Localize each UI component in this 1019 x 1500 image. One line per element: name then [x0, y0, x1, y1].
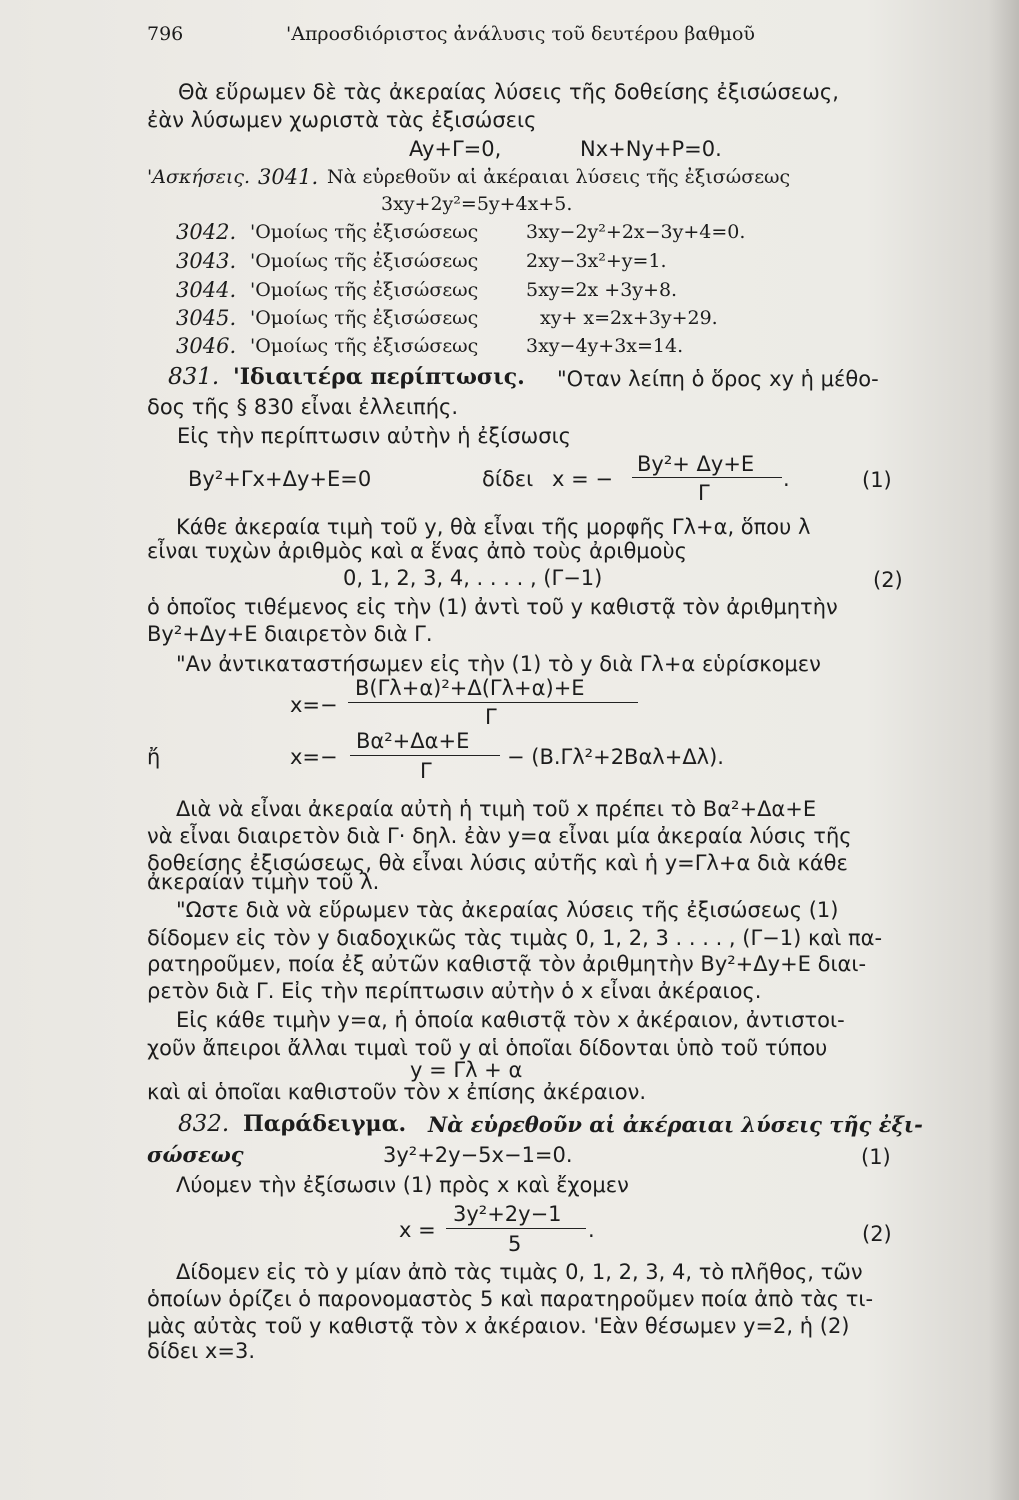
exercise-equation: 3xy−4y+3x=14.	[526, 335, 684, 357]
equation-period: .	[783, 467, 790, 491]
equation-x: x = −	[552, 467, 613, 491]
intro-line-1: Θὰ εὕρωμεν δὲ τὰς ἀκεραίας λύσεις τῆς δοθείσης ἐξισώσεως,	[178, 80, 839, 104]
exercise-equation: 5xy=2x +3y+8.	[526, 279, 678, 301]
paragraph-line: Διὰ νὰ εἶναι ἀκεραία αὐτὴ ἡ τιμὴ τοῦ x πρέπει τὸ Bα²+Δα+E	[176, 797, 817, 821]
fraction-denominator: 5	[508, 1232, 522, 1256]
paragraph-line: Δίδομεν εἰς τὸ y μίαν ἀπὸ τὰς τιμὰς 0, 1, 2, 3, 4, τὸ πλῆθος, τῶν	[176, 1260, 863, 1284]
exercise-number: 3043.	[176, 249, 237, 273]
section-title: 'Ιδιαιτέρα περίπτωσις.	[233, 364, 525, 390]
exercise-text: 'Ομοίως τῆς ἐξισώσεως	[250, 250, 479, 272]
fraction-denominator: Γ	[698, 481, 710, 505]
equation-tag: (2)	[873, 568, 903, 592]
exercise-text: 'Ομοίως τῆς ἐξισώσεως	[250, 221, 479, 243]
exercise-number: 3041.	[258, 165, 319, 189]
exercise-equation: xy+ x=2x+3y+29.	[540, 307, 718, 329]
example-task: Νὰ εὑρεθοῦν αἱ ἀκέραιαι λύσεις τῆς ἐξι-	[428, 1112, 923, 1137]
paragraph-line: ὁποίων ὁρίζει ὁ παρονομαστὸς 5 καὶ παρατηροῦμεν ποία ἀπὸ τὰς τι-	[147, 1287, 874, 1311]
fraction-bar	[350, 755, 500, 756]
formula: y = Γλ + α	[410, 1058, 523, 1082]
paragraph-line: δίδει x=3.	[147, 1339, 255, 1363]
paragraph-line: Εἰς τὴν περίπτωσιν αὐτὴν ἡ ἐξίσωσις	[177, 424, 571, 448]
fraction-numerator: By²+ Δy+E	[637, 452, 755, 476]
equation: 3y²+2y−5x−1=0.	[383, 1143, 573, 1167]
equation-x: x=−	[290, 693, 338, 717]
equation-rest: − (B.Γλ²+2Bαλ+Δλ).	[507, 745, 724, 769]
paragraph-line: δοθείσης ἐξισώσεως, θὰ εἶναι λύσις αὐτῆς καὶ ἡ y=Γλ+α διὰ κάθε	[147, 851, 848, 875]
equation-tag: (2)	[862, 1222, 892, 1246]
exercise-number: 3045.	[176, 306, 237, 330]
section-number: 832.	[178, 1111, 230, 1137]
paragraph-line: Κάθε ἀκεραία τιμὴ τοῦ y, θὰ εἶναι τῆς μορφῆς Γλ+α, ὅπου λ	[176, 515, 811, 539]
equation-tag: (1)	[862, 468, 892, 492]
paragraph-line: By²+Δy+E διαιρετὸν διὰ Γ.	[147, 622, 433, 646]
fraction-bar	[632, 477, 782, 478]
equation-period: .	[588, 1218, 595, 1242]
intro-equation-b: Nx+Ny+P=0.	[580, 137, 722, 161]
intro-line-2: ἐὰν λύσωμεν χωριστὰ τὰς ἐξισώσεις	[147, 108, 537, 132]
exercise-text: 'Ομοίως τῆς ἐξισώσεως	[250, 279, 479, 301]
paragraph-line: "Οταν λείπη ὁ ὅρος xy ἡ μέθο-	[557, 367, 879, 391]
paragraph-line: ρατηροῦμεν, ποία ἐξ αὐτῶν καθιστᾷ τὸν ἀριθμητὴν By²+Δy+E διαι-	[147, 952, 867, 976]
exercise-number: 3046.	[176, 334, 237, 358]
paragraph-line: Λύομεν τὴν ἐξίσωσιν (1) πρὸς x καὶ ἔχομεν	[176, 1173, 629, 1197]
fraction-bar	[348, 702, 638, 703]
paragraph-line: "Αν ἀντικαταστήσωμεν εἰς τὴν (1) τὸ y διὰ Γλ+α εὑρίσκομεν	[176, 652, 821, 676]
paragraph-line: ὁ ὁποῖος τιθέμενος εἰς τὴν (1) ἀντὶ τοῦ y καθιστᾷ τὸν ἀριθμητὴν	[147, 595, 838, 619]
exercise-text: Νὰ εὑρεθοῦν αἱ ἀκέραιαι λύσεις τῆς ἐξισώσεως	[327, 166, 791, 188]
paragraph-line: χοῦν ἄπειροι ἄλλαι τιμαὶ τοῦ y αἱ ὁποῖαι δίδονται ὑπὸ τοῦ τύπου	[147, 1036, 828, 1060]
exercise-text: 'Ομοίως τῆς ἐξισώσεως	[250, 335, 479, 357]
paragraph-line: ρετὸν διὰ Γ. Εἰς τὴν περίπτωσιν αὐτὴν ὁ x εἶναι ἀκέραιος.	[147, 979, 762, 1003]
equation-tag: (1)	[861, 1145, 891, 1169]
example-task: σώσεως	[147, 1142, 244, 1167]
paragraph-line: μὰς αὐτὰς τοῦ y καθιστᾷ τὸν x ἀκέραιον. 'Εὰν θέσωμεν y=2, ἡ (2)	[147, 1314, 850, 1338]
fraction-numerator: B(Γλ+α)²+Δ(Γλ+α)+E	[355, 676, 585, 700]
exercise-equation: 2xy−3x²+y=1.	[526, 250, 667, 272]
equation-x: x =	[399, 1218, 436, 1242]
section-title: Παράδειγμα.	[243, 1111, 407, 1137]
paragraph-line: καὶ αἱ ὁποῖαι καθιστοῦν τὸν x ἐπίσης ἀκέραιον.	[147, 1080, 647, 1104]
equation-or: ἤ	[147, 745, 161, 769]
exercise-text: 'Ομοίως τῆς ἐξισώσεως	[250, 307, 479, 329]
page-number: 796	[147, 23, 184, 45]
paragraph-line: νὰ εἶναι διαιρετὸν διὰ Γ· δηλ. ἐὰν y=α εἶναι μία ἀκεραία λύσις τῆς	[147, 824, 852, 848]
number-sequence: 0, 1, 2, 3, 4, . . . . , (Γ−1)	[343, 566, 603, 590]
fraction-numerator: 3y²+2y−1	[453, 1202, 562, 1226]
intro-equation-a: Ay+Γ=0,	[409, 137, 502, 161]
paragraph-line: Εἰς κάθε τιμὴν y=α, ἡ ὁποία καθιστᾷ τὸν x ἀκέραιον, ἀντιστοι-	[176, 1008, 845, 1032]
exercises-heading: 'Ασκήσεις.	[147, 166, 251, 188]
paragraph-line: ἀκεραίαν τιμὴν τοῦ λ.	[147, 870, 380, 894]
exercise-equation: 3xy−2y²+2x−3y+4=0.	[526, 221, 746, 243]
paragraph-line: "Ωστε διὰ νὰ εὕρωμεν τὰς ἀκεραίας λύσεις τῆς ἐξισώσεως (1)	[176, 898, 839, 922]
equation-left: By²+Γx+Δy+E=0	[188, 467, 372, 491]
fraction-numerator: Bα²+Δα+E	[356, 729, 470, 753]
paragraph-line: εἶναι τυχὼν ἀριθμὸς καὶ α ἕνας ἀπὸ τοὺς ἀριθμοὺς	[147, 539, 687, 563]
exercise-equation: 3xy+2y²=5y+4x+5.	[381, 193, 573, 215]
fraction-denominator: Γ	[420, 759, 432, 783]
exercise-number: 3044.	[176, 278, 237, 302]
section-number: 831.	[168, 364, 220, 390]
equation-word: δίδει	[482, 467, 534, 491]
paragraph-line: δος τῆς § 830 εἶναι ἐλλειπής.	[147, 395, 459, 419]
fraction-denominator: Γ	[485, 705, 497, 729]
running-title: 'Απροσδιόριστος ἀνάλυσις τοῦ δευτέρου βαθμοῦ	[286, 23, 755, 45]
fraction-bar	[446, 1228, 586, 1229]
exercise-number: 3042.	[176, 220, 237, 244]
equation-x: x=−	[290, 745, 338, 769]
paragraph-line: δίδομεν εἰς τὸν y διαδοχικῶς τὰς τιμὰς 0, 1, 2, 3 . . . . , (Γ−1) καὶ πα-	[147, 926, 883, 950]
